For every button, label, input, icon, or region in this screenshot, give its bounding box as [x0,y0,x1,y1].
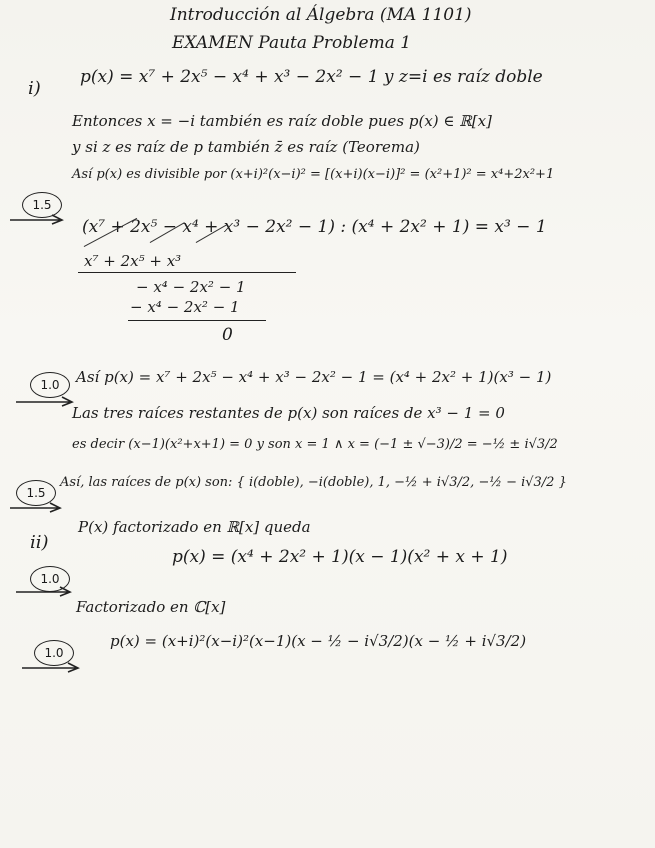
division-rule [78,272,296,273]
score-badge: 1.5 [22,192,62,218]
score-badge: 1.0 [30,372,70,398]
part-ii-label: ii) [30,532,49,553]
problem-statement: p(x) = x⁷ + 2x⁵ − x⁴ + x³ − 2x² − 1 y z=i es raíz doble [80,67,543,87]
division-line: (x⁷ + 2x⁵ − x⁴ + x³ − 2x² − 1) : (x⁴ + 2x² + 1) = x³ − 1 [82,217,547,237]
division-zero: 0 [222,325,233,345]
complex-factorization-intro: Factorizado en ℂ[x] [76,598,226,616]
roots-set-line: Así, las raíces de p(x) son: { i(doble), −i(doble), 1, −½ + i√3/2, −½ − i√3/2 } [60,475,567,490]
arrow-icon [8,500,66,514]
divisibility-line: Así p(x) es divisible por (x+i)²(x−i)² = [(x+i)(x−i)]² = (x²+1)² = x⁴+2x²+1 [72,167,555,182]
part-i-label: i) [28,78,41,99]
score-badge: 1.5 [16,480,56,506]
real-factorization: p(x) = (x⁴ + 2x² + 1)(x − 1)(x² + x + 1) [172,547,508,567]
page-title: Introducción al Álgebra (MA 1101) [170,5,472,25]
arrow-icon [8,212,68,226]
complex-factorization: p(x) = (x+i)²(x−i)²(x−1)(x − ½ − i√3/2)(x − ½ + i√3/2) [110,632,527,650]
division-rule [128,320,266,321]
conjugate-root-line: Entonces x = −i también es raíz doble pues p(x) ∈ ℝ[x] [72,112,492,130]
real-factorization-intro: P(x) factorizado en ℝ[x] queda [78,518,311,536]
division-subtrahend: − x⁴ − 2x² − 1 [130,298,240,316]
factor-line: Así p(x) = x⁷ + 2x⁵ − x⁴ + x³ − 2x² − 1 = (x⁴ + 2x² + 1)(x³ − 1) [76,368,552,386]
arrow-icon [14,394,78,408]
remaining-roots-line: Las tres raíces restantes de p(x) son raíces de x³ − 1 = 0 [72,404,505,422]
theorem-line: y si z es raíz de p también z̄ es raíz (Teorema) [72,138,420,156]
page-subtitle: EXAMEN Pauta Problema 1 [172,33,412,53]
score-badge: 1.0 [34,640,74,666]
score-badge: 1.0 [30,566,70,592]
cubic-roots-line: es decir (x−1)(x²+x+1) = 0 y son x = 1 ∧ x = (−1 ± √−3)/2 = −½ ± i√3/2 [72,437,558,452]
division-subtrahend: x⁷ + 2x⁵ + x³ [84,252,182,270]
arrow-icon [14,584,76,598]
arrow-icon [20,660,84,674]
division-remainder: − x⁴ − 2x² − 1 [136,278,246,296]
